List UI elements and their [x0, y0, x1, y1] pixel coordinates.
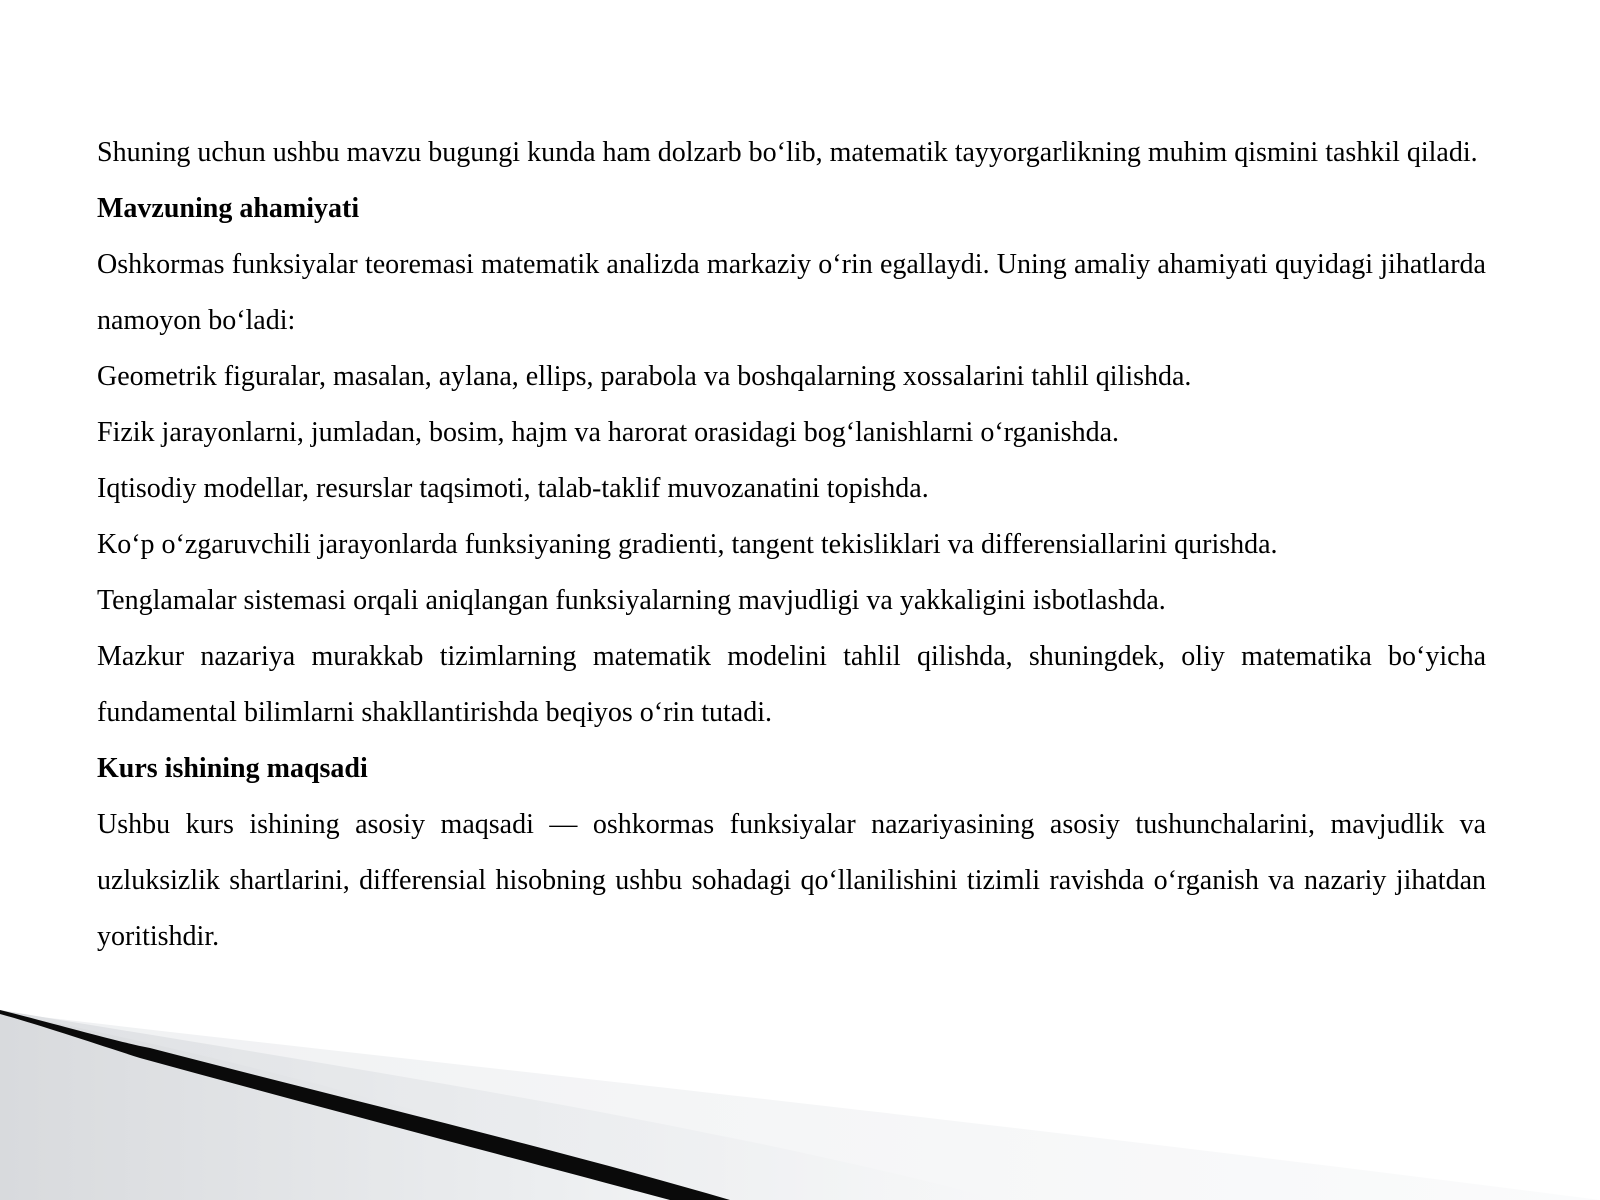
list-item-economics: Iqtisodiy modellar, resurslar taqsimoti, talab-taklif muvozanatini topishda. — [97, 473, 929, 504]
list-item-physics: Fizik jarayonlarni, jumladan, bosim, hajm va harorat orasidagi bog‘lanishlarni o‘rganishda. — [97, 417, 1119, 448]
list-item-geometry: Geometrik figuralar, masalan, aylana, ellips, parabola va boshqalarning xossalarini tahlil qilishda. — [97, 361, 1192, 392]
list-item-gradient: Ko‘p o‘zgaruvchili jarayonlarda funksiyaning gradienti, tangent tekisliklari va differensiallarini qurishda. — [97, 529, 1278, 560]
heading-goal: Kurs ishining maqsadi — [97, 753, 368, 784]
paragraph-intro: Shuning uchun ushbu mavzu bugungi kunda ham dolzarb bo‘lib, matematik tayyorgarlikning muhim qismini tashkil qiladi. — [97, 137, 1478, 168]
slide-body — [97, 125, 1486, 965]
heading-importance: Mavzuning ahamiyati — [97, 193, 360, 224]
paragraph-importance: Oshkormas funksiyalar teoremasi matematik analizda markaziy o‘rin egallaydi. Uning amaliy ahamiyati quyidagi jihatlarda namoyon bo‘ladi: — [97, 249, 1486, 336]
paragraph-goal: Ushbu kurs ishining asosiy maqsadi — oshkormas funksiyalar nazariyasining asosiy tushunchalarini, mavjudlik va uzluksizlik shartlarini, differensial hisobning ushbu sohadagi qo‘llanilishini tizimli ravishda o‘rganish va nazariy jihatdan yoritishdir. — [97, 809, 1486, 952]
paragraph-theory-role: Mazkur nazariya murakkab tizimlarning matematik modelini tahlil qilishda, shuningdek, oliy matematika bo‘yicha fundamental bilimlarni shakllantirishda beqiyos o‘rin tutadi. — [97, 641, 1486, 728]
list-item-systems: Tenglamalar sistemasi orqali aniqlangan funksiyalarning mavjudligi va yakkaligini isbotlashda. — [97, 585, 1166, 616]
